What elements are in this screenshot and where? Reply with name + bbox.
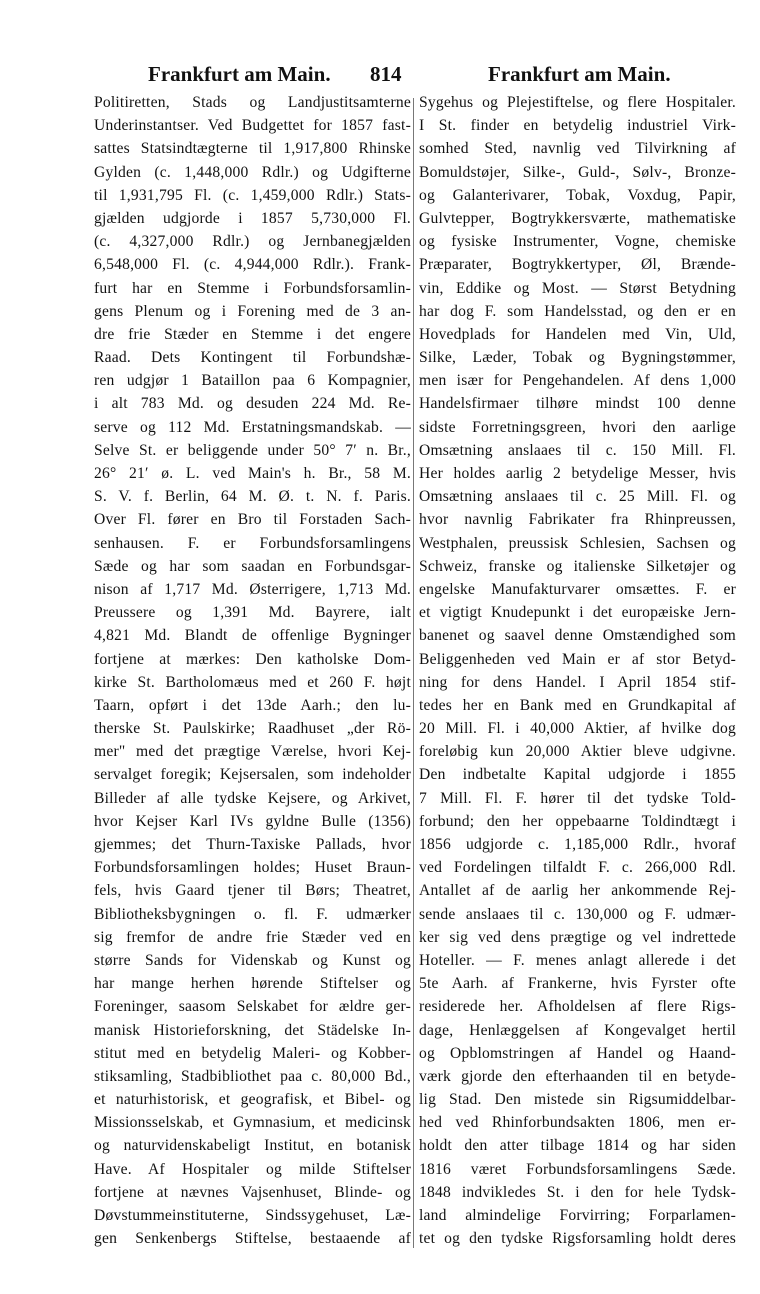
text-line: i alt 783 Md. og desuden 224 Md. Re- xyxy=(94,395,411,413)
text-line: (c. 4,327,000 Rdlr.) og Jernbanegjælden xyxy=(94,233,411,251)
text-line: servalget foregik; Kejsersalen, som indeholder xyxy=(94,766,411,784)
text-line: gen Senkenbergs Stiftelse, bestaaende af xyxy=(94,1230,411,1248)
text-line: vin, Eddike og Most. — Størst Betydning xyxy=(419,279,736,297)
text-line: manisk Historieforskning, det Städelske In- xyxy=(94,1021,411,1039)
text-line: Handelsfirmaer tilhøre mindst 100 denne xyxy=(419,395,736,413)
text-line: hvor navnlig Fabrikater fra Rhinpreussen, xyxy=(419,511,736,529)
text-line: sattes Statsindtægterne til 1,917,800 Rhinske xyxy=(94,140,411,158)
text-line: Den indbetalte Kapital udgjorde i 1855 xyxy=(419,766,736,784)
text-line: furt har en Stemme i Forbundsforsamlin- xyxy=(94,279,411,297)
text-line: Politiretten, Stads og Landjustitsamterne xyxy=(94,94,411,111)
text-line: gjemmes; det Thurn-Taxiske Pallads, hvor xyxy=(94,836,411,853)
text-line: større Sands for Videnskab og Kunst og xyxy=(94,951,411,969)
running-head-right: Frankfurt am Main. xyxy=(488,62,671,86)
text-line: Her holdes aarlig 2 betydelige Messer, hvis xyxy=(419,465,736,482)
text-line: hed ved Rhinforbundsakten 1806, men er- xyxy=(419,1114,736,1132)
text-line: tet og den tydske Rigsforsamling holdt deres xyxy=(419,1230,736,1248)
text-line: 1848 indvikledes St. i den for hele Tydsk- xyxy=(419,1183,736,1201)
text-line: engelske Manufakturvarer omsættes. F. er xyxy=(419,580,736,598)
text-line: fortjene at mærkes: Den katholske Dom- xyxy=(94,650,411,668)
text-line: Have. Af Hospitaler og milde Stiftelser xyxy=(94,1160,411,1178)
text-line: tedes her en Bank med en Grundkapital af xyxy=(419,696,736,714)
text-line: therske St. Paulskirke; Raadhuset „der Rö- xyxy=(94,720,411,738)
text-line: sidste Forretningsgreen, hvori den aarlige xyxy=(419,418,736,436)
text-line: Westphalen, preussisk Schlesien, Sachsen og xyxy=(419,534,736,552)
text-line: lig Stad. Den mistede sin Rigsumiddelbar- xyxy=(419,1091,736,1109)
text-line: Foreninger, saasom Selskabet for ældre ger- xyxy=(94,998,411,1016)
text-line: 20 Mill. Fl. i 40,000 Aktier, af hvilke dog xyxy=(419,720,736,738)
text-line: land almindelige Forvirring; Forparlamen- xyxy=(419,1207,736,1224)
text-line: gjælden udgjorde i 1857 5,730,000 Fl. xyxy=(94,209,411,227)
text-line: Beliggenheden ved Main er af stor Betyd- xyxy=(419,650,736,668)
text-line: S. V. f. Berlin, 64 M. Ø. t. N. f. Paris. xyxy=(94,488,411,506)
text-line: men især for Pengehandelen. Af dens 1,000 xyxy=(419,372,736,390)
text-line: Gulvtepper, Bogtrykkersværte, mathematiske xyxy=(419,209,736,227)
text-line: et vigtigt Knudepunkt i det europæiske Jern- xyxy=(419,604,736,622)
text-line: til 1,931,795 Fl. (c. 1,459,000 Rdlr.) Stats- xyxy=(94,186,411,204)
left-column xyxy=(94,91,411,1250)
text-line: har mange herhen hørende Stiftelser og xyxy=(94,975,411,993)
text-line: fortjene at nævnes Vajsenhuset, Blinde- og xyxy=(94,1183,411,1201)
text-line: Raad. Dets Kontingent til Forbundshæ- xyxy=(94,349,411,367)
text-line: ker sig ved dens prægtige og vel indrettede xyxy=(419,928,736,946)
text-line: somhed Sted, navnlig ved Tilvirkning af xyxy=(419,140,736,158)
text-line: og Galanterivarer, Tobak, Voxdug, Papir, xyxy=(419,186,736,204)
text-line: serve og 112 Md. Erstatningsmandskab. — xyxy=(94,418,411,436)
text-line: 26° 21′ ø. L. ved Main's h. Br., 58 M. xyxy=(94,465,411,482)
text-line: Antallet af de aarlig her ankommende Rej- xyxy=(419,882,736,900)
text-line: 1816 været Forbundsforsamlingens Sæde. xyxy=(419,1160,736,1178)
text-line: Missionsselskab, et Gymnasium, et medicinsk xyxy=(94,1114,411,1132)
text-line: Preussere og 1,391 Md. Bayrere, ialt xyxy=(94,604,411,622)
text-line: dre frie Stæder en Stemme i det engere xyxy=(94,325,411,343)
text-line: Taarn, opført i det 13de Aarh.; den lu- xyxy=(94,696,411,714)
text-line: Bomuldstøjer, Silke-, Guld-, Sølv-, Bronze- xyxy=(419,163,736,181)
text-line: Billeder af alle tydske Kejsere, og Arkivet, xyxy=(94,789,411,807)
text-line: Omsætning anslaaes til c. 150 Mill. Fl. xyxy=(419,441,736,459)
text-line: Sygehus og Plejestiftelse, og flere Hospitaler. xyxy=(419,94,736,111)
text-line: og Opblomstringen af Handel og Haand- xyxy=(419,1044,736,1062)
text-line: 1856 udgjorde c. 1,185,000 Rdlr., hvoraf xyxy=(419,836,736,853)
text-line: 7 Mill. Fl. F. hører til det tydske Told- xyxy=(419,789,736,807)
text-line: Præparater, Bogtrykkertyper, Øl, Brænde- xyxy=(419,256,736,274)
text-line: gens Plenum og i Forening med de 3 an- xyxy=(94,302,411,320)
text-line: sende anslaaes til c. 130,000 og F. udmær- xyxy=(419,905,736,923)
text-line: et naturhistorisk, et geografisk, et Bibel- og xyxy=(94,1091,411,1109)
text-line: senhausen. F. er Forbundsforsamlingens xyxy=(94,534,411,552)
text-line: værk gjorde den efterhaanden til en betyde- xyxy=(419,1067,736,1085)
text-line: Silke, Læder, Tobak og Bygningstømmer, xyxy=(419,349,736,367)
column-divider xyxy=(413,98,414,1248)
text-line: Selve St. er beliggende under 50° 7′ n. Br., xyxy=(94,441,411,459)
text-line: Gylden (c. 1,448,000 Rdlr.) og Udgifterne xyxy=(94,163,411,181)
text-line: Hoteller. — F. menes anlagt allerede i det xyxy=(419,951,736,969)
text-line: har dog F. som Handelsstad, og den er en xyxy=(419,302,736,320)
text-line: Schweiz, franske og italienske Silketøjer og xyxy=(419,557,736,575)
text-line: dage, Henlæggelsen af Kongevalget hertil xyxy=(419,1021,736,1039)
text-line: mer" med det prægtige Værelse, hvori Kej- xyxy=(94,743,411,761)
text-line: Hovedplads for Handelen med Vin, Uld, xyxy=(419,325,736,343)
text-line: foreløbig kun 20,000 Aktier bleve udgivne. xyxy=(419,743,736,761)
text-line: I St. finder en betydelig industriel Virk- xyxy=(419,117,736,135)
text-line: sig fremfor de andre frie Stæder ved en xyxy=(94,928,411,946)
text-line: Døvstummeinstituterne, Sindssygehuset, Læ- xyxy=(94,1207,411,1224)
text-line: Forbundsforsamlingen holdes; Huset Braun- xyxy=(94,859,411,877)
text-line: kirke St. Bartholomæus med et 260 F. højt xyxy=(94,673,411,691)
text-line: Sæde og har som saadan en Forbundsgar- xyxy=(94,557,411,575)
text-line: 6,548,000 Fl. (c. 4,944,000 Rdlr.). Frank- xyxy=(94,256,411,274)
text-line: fels, hvis Gaard tjener til Børs; Theatret, xyxy=(94,882,411,900)
text-line: ved Fordelingen tilfaldt F. c. 266,000 Rdl. xyxy=(419,859,736,877)
text-line: ren udgjør 1 Bataillon paa 6 Kompagnier, xyxy=(94,372,411,390)
text-line: Underinstantser. Ved Budgettet for 1857 fast- xyxy=(94,117,411,135)
text-line: 4,821 Md. Blandt de offenlige Bygninger xyxy=(94,627,411,645)
text-line: ning for dens Handel. I April 1854 stif- xyxy=(419,673,736,691)
right-column xyxy=(419,91,736,1250)
text-line: hvor Kejser Karl IVs gyldne Bulle (1356) xyxy=(94,812,411,830)
text-line: Over Fl. fører en Bro til Forstaden Sach- xyxy=(94,511,411,529)
text-line: stitut med en betydelig Maleri- og Kobber- xyxy=(94,1044,411,1062)
text-line: og fysiske Instrumenter, Vogne, chemiske xyxy=(419,233,736,251)
page-number: 814 xyxy=(370,62,402,86)
text-line: forbund; den her oppebaarne Toldindtægt i xyxy=(419,812,736,830)
text-line: banenet og saavel denne Omstændighed som xyxy=(419,627,736,645)
text-line: og naturvidenskabeligt Institut, en botanisk xyxy=(94,1137,411,1155)
text-line: Bibliotheksbygningen o. fl. F. udmærker xyxy=(94,905,411,923)
text-line: nison af 1,717 Md. Østerrigere, 1,713 Md. xyxy=(94,580,411,598)
text-line: stiksamling, Stadbibliothet paa c. 80,000 Bd., xyxy=(94,1067,411,1085)
text-line: holdt den atter tilbage 1814 og har siden xyxy=(419,1137,736,1155)
text-line: 5te Aarh. af Frankerne, hvis Fyrster ofte xyxy=(419,975,736,993)
text-line: Omsætning anslaaes til c. 25 Mill. Fl. og xyxy=(419,488,736,506)
running-head-left: Frankfurt am Main. xyxy=(148,62,331,86)
text-line: residerede her. Afholdelsen af flere Rigs- xyxy=(419,998,736,1016)
